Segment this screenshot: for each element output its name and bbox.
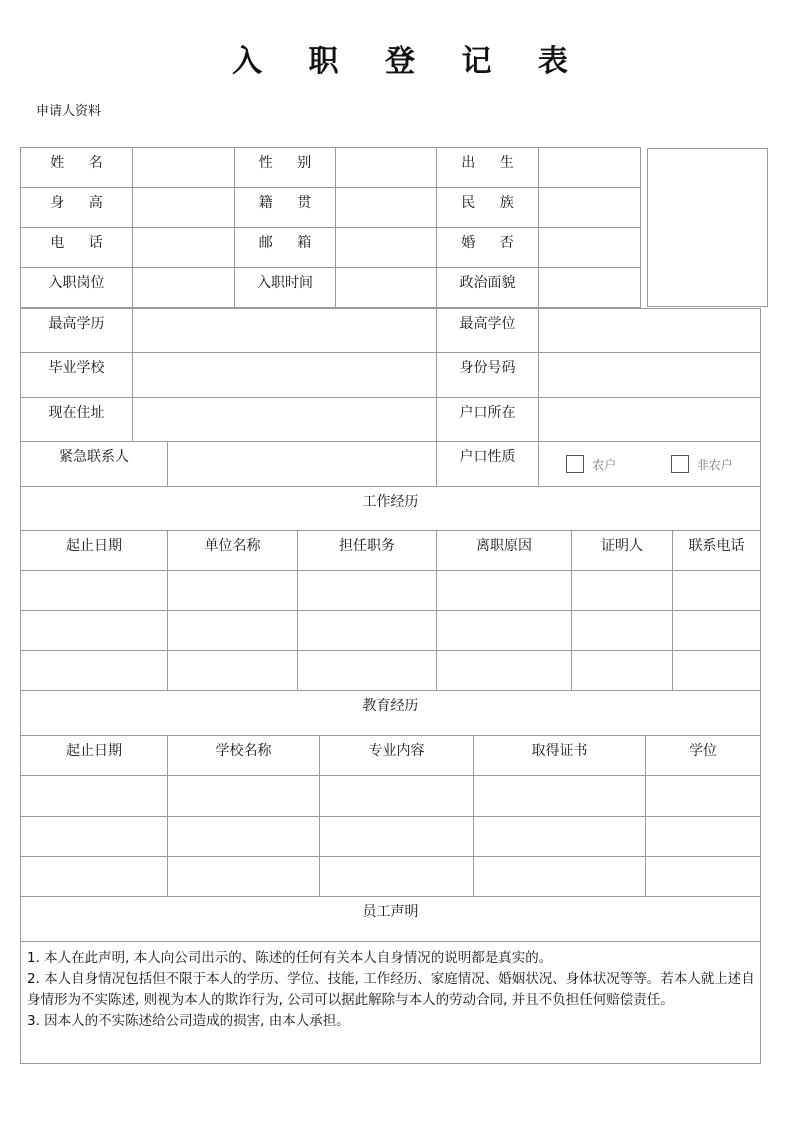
- field-hukou-location[interactable]: [539, 398, 761, 442]
- field-position[interactable]: [133, 268, 235, 308]
- table-row: [21, 611, 761, 651]
- label-position: 入职岗位: [21, 268, 133, 308]
- work-col-employer: 单位名称: [168, 531, 298, 571]
- table-cell[interactable]: [572, 611, 673, 651]
- label-hukou-type: 户口性质: [437, 442, 539, 487]
- table-cell[interactable]: [21, 817, 168, 857]
- checkbox-square-icon[interactable]: [671, 455, 689, 473]
- label-political: 政治面貌: [437, 268, 539, 308]
- table-cell[interactable]: [474, 776, 646, 817]
- section-applicant-info: 申请人资料: [36, 104, 102, 119]
- table-cell[interactable]: [168, 571, 298, 611]
- work-col-dates: 起止日期: [21, 531, 168, 571]
- field-address[interactable]: [133, 398, 437, 442]
- table-cell[interactable]: [320, 857, 474, 897]
- label-school: 毕业学校: [21, 353, 133, 398]
- field-marital[interactable]: [539, 228, 641, 268]
- table-cell[interactable]: [168, 611, 298, 651]
- declaration-line-2: 2. 本人自身情况包括但不限于本人的学历、学位、技能, 工作经历、家庭情况、婚姻状况、身体状况等等。若本人就上述自身情形为不实陈述, 则视为本人的欺诈行为, 公司可以据此解除与本人的劳动合同, 并且不负担任何赔偿责任。: [27, 971, 755, 1008]
- table-cell[interactable]: [673, 651, 761, 691]
- table-cell[interactable]: [298, 651, 437, 691]
- table-cell[interactable]: [673, 611, 761, 651]
- table-cell[interactable]: [21, 611, 168, 651]
- field-entry-time[interactable]: [336, 268, 437, 308]
- field-phone[interactable]: [133, 228, 235, 268]
- checkbox-agricultural-label: 农户: [592, 457, 617, 472]
- table-cell[interactable]: [21, 571, 168, 611]
- label-emergency-contact: 紧急联系人: [21, 442, 168, 487]
- table-cell[interactable]: [21, 776, 168, 817]
- photo-box[interactable]: [647, 148, 768, 307]
- work-col-reference: 证明人: [572, 531, 673, 571]
- table-row: [21, 857, 761, 897]
- table-row: [21, 651, 761, 691]
- table-cell[interactable]: [437, 571, 572, 611]
- label-name: 姓 名: [21, 148, 133, 188]
- label-email: 邮 箱: [235, 228, 336, 268]
- label-id-number: 身份号码: [437, 353, 539, 398]
- work-col-position: 担任职务: [298, 531, 437, 571]
- checkbox-agricultural[interactable]: [566, 455, 616, 473]
- personal-info-bottom: [20, 308, 761, 442]
- education-history-heading: 教育经历: [21, 691, 761, 736]
- work-col-leave-reason: 离职原因: [437, 531, 572, 571]
- label-height: 身 高: [21, 188, 133, 228]
- field-gender[interactable]: [336, 148, 437, 188]
- field-degree[interactable]: [539, 309, 761, 353]
- edu-col-certificate: 取得证书: [474, 736, 646, 776]
- label-native-place: 籍 贯: [235, 188, 336, 228]
- declaration-line-3: 3. 因本人的不实陈述给公司造成的损害, 由本人承担。: [27, 1013, 350, 1029]
- label-hukou-location: 户口所在: [437, 398, 539, 442]
- table-row: [21, 571, 761, 611]
- table-cell[interactable]: [320, 776, 474, 817]
- field-school[interactable]: [133, 353, 437, 398]
- field-emergency-contact[interactable]: [168, 442, 437, 487]
- table-cell[interactable]: [298, 571, 437, 611]
- edu-col-dates: 起止日期: [21, 736, 168, 776]
- form-title: 入 职 登 记 表: [232, 44, 586, 79]
- field-hukou-type: [539, 442, 761, 487]
- label-address: 现在住址: [21, 398, 133, 442]
- declaration-text: [21, 942, 761, 1064]
- table-cell[interactable]: [437, 611, 572, 651]
- personal-info-top: [20, 147, 641, 308]
- label-marital: 婚 否: [437, 228, 539, 268]
- edu-col-major: 专业内容: [320, 736, 474, 776]
- work-col-phone: 联系电话: [673, 531, 761, 571]
- education-history-table: [20, 690, 761, 897]
- field-native-place[interactable]: [336, 188, 437, 228]
- table-cell[interactable]: [168, 817, 320, 857]
- table-row: [21, 776, 761, 817]
- label-ethnicity: 民 族: [437, 188, 539, 228]
- label-phone: 电 话: [21, 228, 133, 268]
- label-degree: 最高学位: [437, 309, 539, 353]
- emergency-row: [20, 441, 761, 487]
- work-history-heading: 工作经历: [21, 487, 761, 531]
- table-cell[interactable]: [168, 857, 320, 897]
- table-cell[interactable]: [646, 817, 761, 857]
- table-cell[interactable]: [572, 571, 673, 611]
- label-entry-time: 入职时间: [235, 268, 336, 308]
- table-cell[interactable]: [298, 611, 437, 651]
- table-cell[interactable]: [21, 651, 168, 691]
- table-cell[interactable]: [474, 817, 646, 857]
- checkbox-non-agricultural[interactable]: [671, 455, 733, 473]
- field-name[interactable]: [133, 148, 235, 188]
- table-cell[interactable]: [168, 776, 320, 817]
- table-cell[interactable]: [320, 817, 474, 857]
- field-height[interactable]: [133, 188, 235, 228]
- field-email[interactable]: [336, 228, 437, 268]
- declaration-table: [20, 896, 761, 1064]
- field-political[interactable]: [539, 268, 641, 308]
- edu-col-degree: 学位: [646, 736, 761, 776]
- table-cell[interactable]: [21, 857, 168, 897]
- field-birth[interactable]: [539, 148, 641, 188]
- table-cell[interactable]: [646, 857, 761, 897]
- field-edu-level[interactable]: [133, 309, 437, 353]
- declaration-heading: 员工声明: [21, 897, 761, 942]
- checkbox-non-agricultural-label: 非农户: [696, 457, 733, 472]
- field-ethnicity[interactable]: [539, 188, 641, 228]
- table-row: [21, 817, 761, 857]
- field-id-number[interactable]: [539, 353, 761, 398]
- work-history-table: [20, 486, 761, 691]
- table-cell[interactable]: [572, 651, 673, 691]
- table-cell[interactable]: [474, 857, 646, 897]
- checkbox-square-icon[interactable]: [566, 455, 584, 473]
- declaration-line-1: 1. 本人在此声明, 本人向公司出示的、陈述的任何有关本人自身情况的说明都是真实的。: [27, 950, 553, 966]
- label-birth: 出 生: [437, 148, 539, 188]
- table-cell[interactable]: [646, 776, 761, 817]
- table-cell[interactable]: [168, 651, 298, 691]
- table-cell[interactable]: [437, 651, 572, 691]
- label-gender: 性 别: [235, 148, 336, 188]
- edu-col-school: 学校名称: [168, 736, 320, 776]
- table-cell[interactable]: [673, 571, 761, 611]
- label-edu-level: 最高学历: [21, 309, 133, 353]
